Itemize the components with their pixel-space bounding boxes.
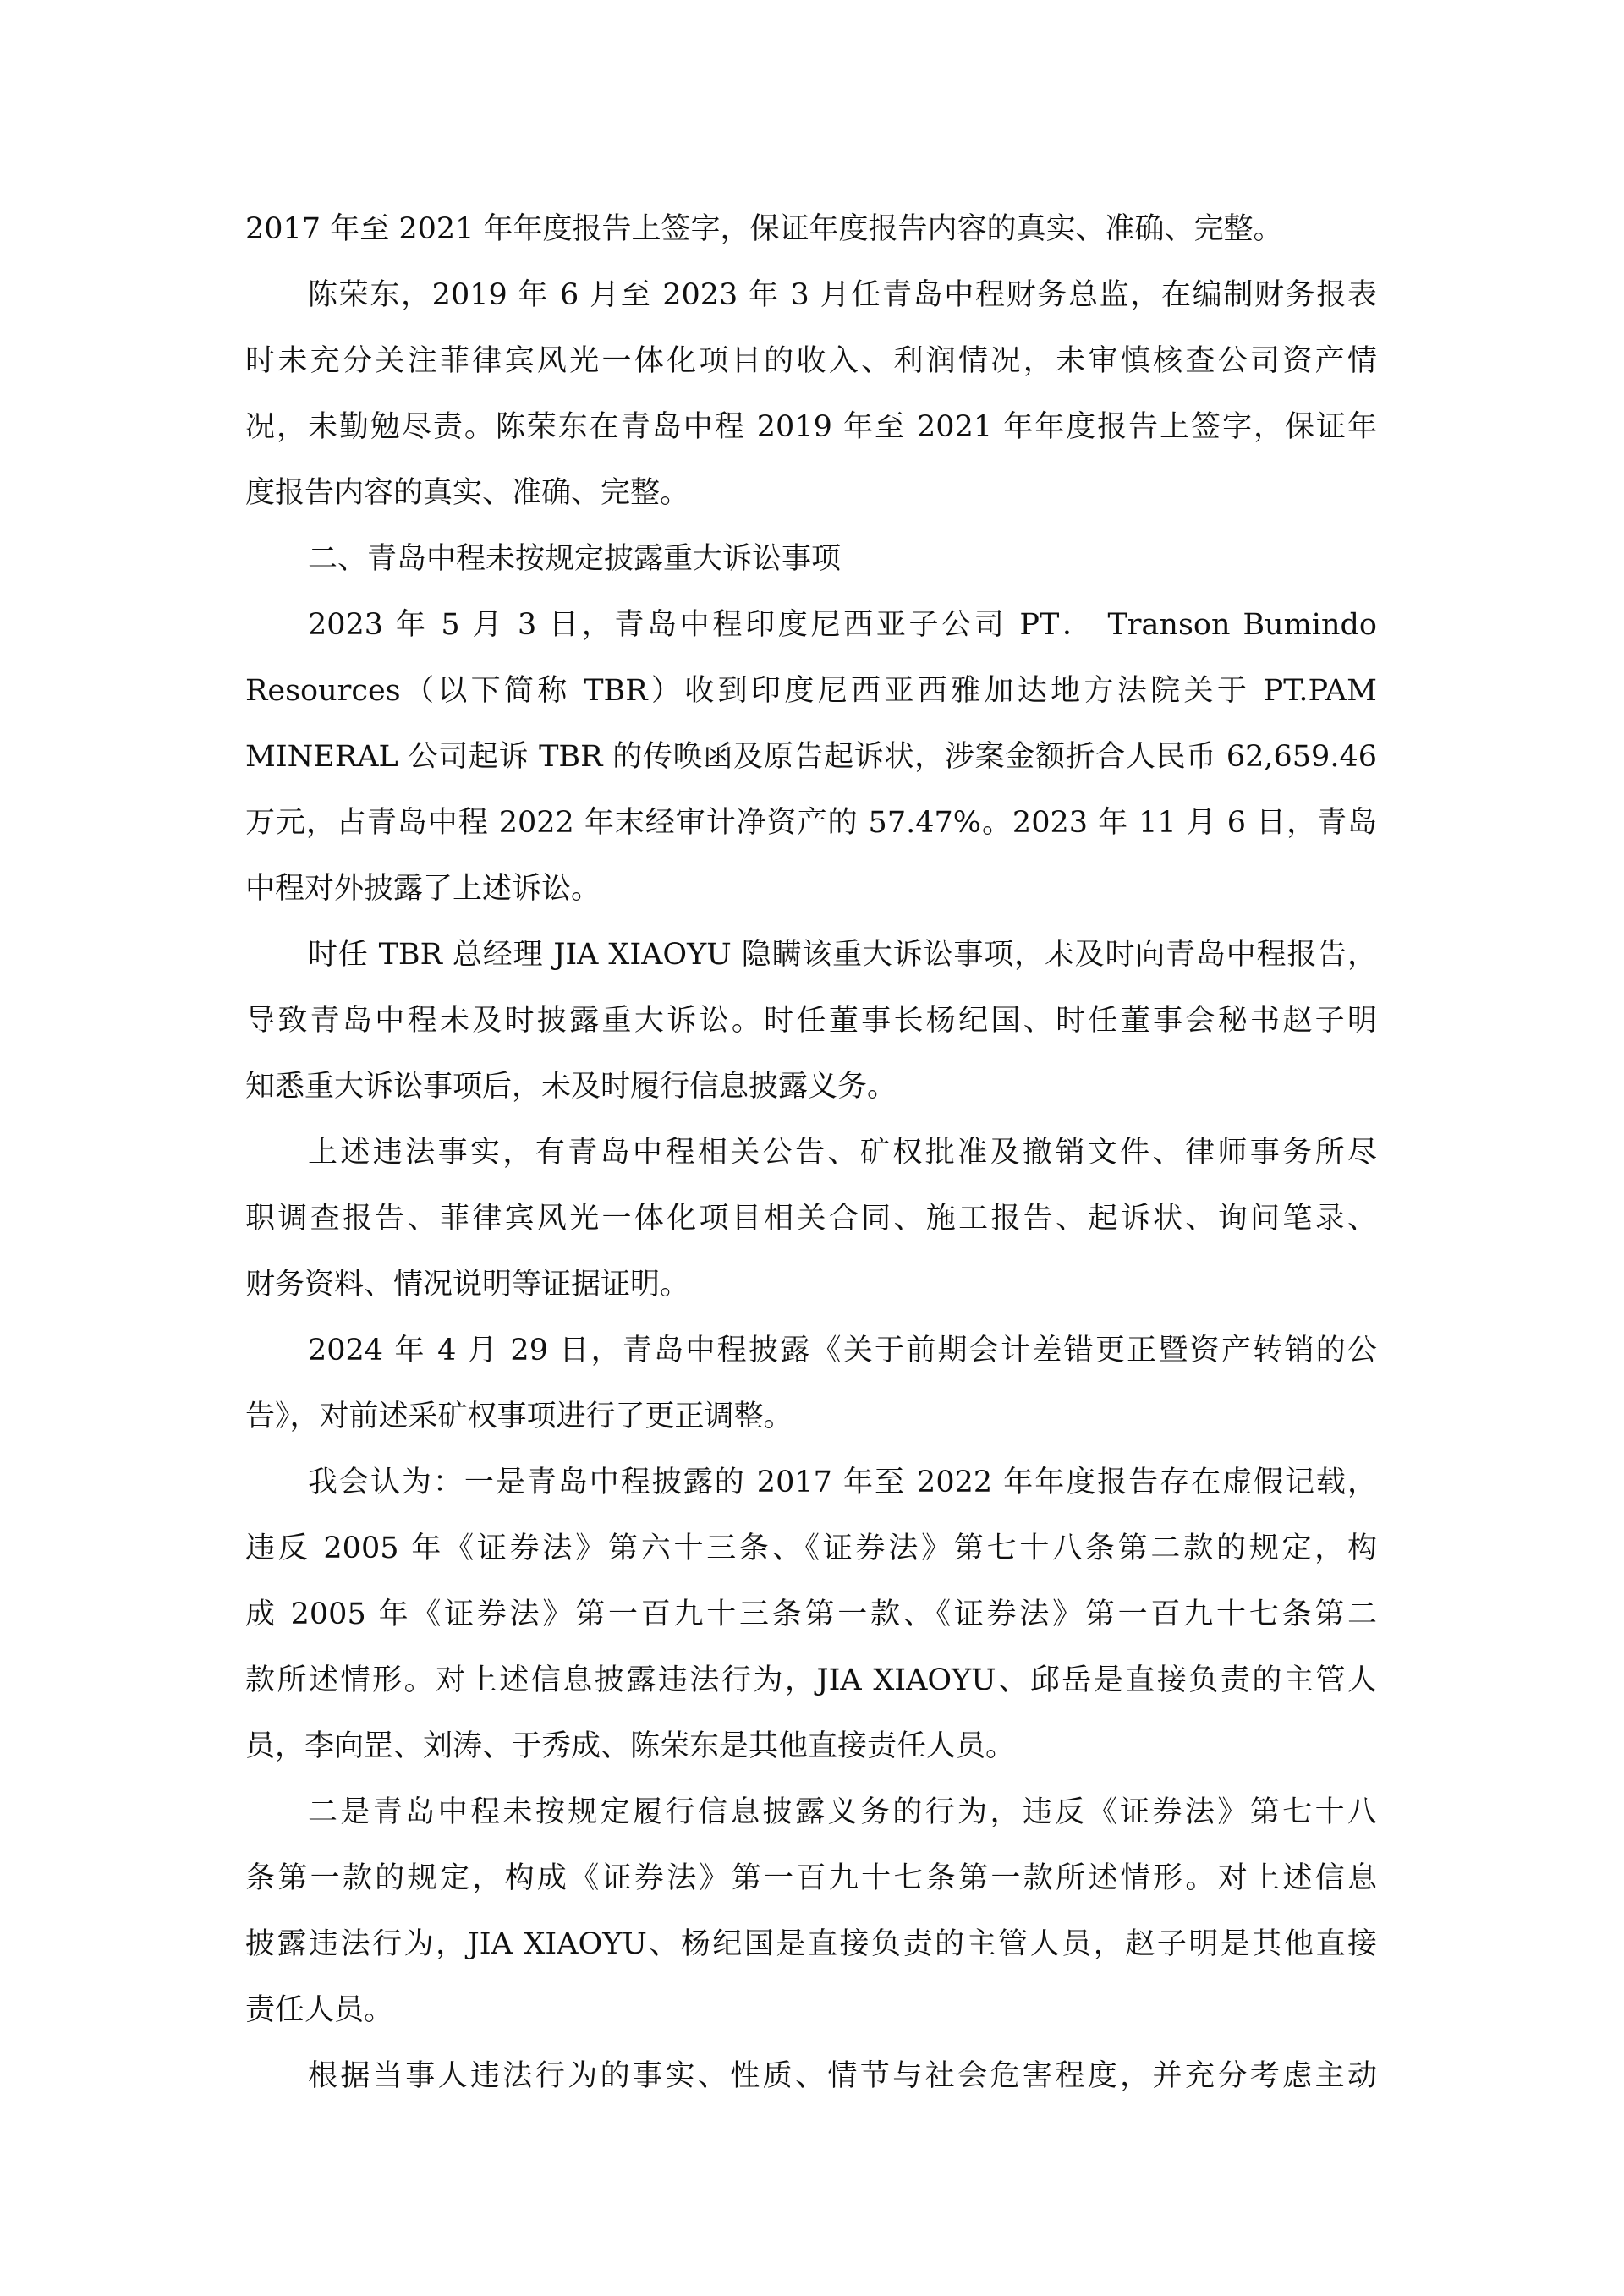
text-line: 告》，对前述采矿权事项进行了更正调整。 [245,1400,793,1433]
text-line: 员，李向罡、刘涛、于秀成、陈荣东是其他直接责任人员。 [245,1729,1016,1763]
paragraph-correction-announcement [245,1318,1377,1449]
text-line: 时任 TBR 总经理 JIA XIAOYU 隐瞒该重大诉讼事项，未及时向青岛中程报告， [308,938,1377,972]
paragraph-evidence [245,1120,1377,1318]
text-line: 万元，占青岛中程 2022 年末经审计净资产的 57.47%。2023 年 11 月 6 日，青岛 [245,806,1377,840]
text-line: MINERAL 公司起诉 TBR 的传唤函及原告起诉状，涉案金额折合人民币 62,659.46 [245,740,1377,774]
paragraph-concealment [245,922,1377,1120]
text-line: 时未充分关注菲律宾风光一体化项目的收入、利润情况，未审慎核查公司资产情 [245,344,1377,378]
text-line: 财务资料、情况说明等证据证明。 [245,1268,690,1301]
text-line: 2024 年 4 月 29 日，青岛中程披露《关于前期会计差错更正暨资产转销的公 [308,1334,1377,1367]
section-heading-text: 二、青岛中程未按规定披露重大诉讼事项 [308,542,842,576]
text-line: 违反 2005 年《证券法》第六十三条、《证券法》第七十八条第二款的规定，构 [245,1532,1377,1565]
text-line: 二是青岛中程未按规定履行信息披露义务的行为，违反《证券法》第七十八 [308,1795,1377,1829]
text-line: 我会认为：一是青岛中程披露的 2017 年至 2022 年年度报告存在虚假记载， [308,1466,1377,1499]
paragraph-chen-rongdong [245,262,1377,526]
text-line: 度报告内容的真实、准确、完整。 [245,476,690,510]
text-line: 导致青岛中程未及时披露重大诉讼。时任董事长杨纪国、时任董事会秘书赵子明 [245,1004,1377,1038]
text-line: 披露违法行为，JIA XIAOYU、杨纪国是直接负责的主管人员，赵子明是其他直接 [245,1927,1377,1961]
text-line: 责任人员。 [245,1993,394,2027]
paragraph-finding-two [245,1779,1377,2043]
paragraph-finding-one [245,1449,1377,1779]
text-line: 职调查报告、菲律宾风光一体化项目相关合同、施工报告、起诉状、询问笔录、 [245,1202,1377,1236]
text-line: 况，未勤勉尽责。陈荣东在青岛中程 2019 年至 2021 年年度报告上签字，保证年 [245,410,1377,444]
text-line: 根据当事人违法行为的事实、性质、情节与社会危害程度，并充分考虑主动 [308,2059,1377,2093]
text-line: Resources（以下简称 TBR）收到印度尼西亚西雅加达地方法院关于 PT.PAM [245,674,1377,708]
paragraph-litigation-facts [245,592,1377,922]
paragraph-penalty-basis [245,2043,1377,2109]
document-body [245,196,1377,2109]
text-line: 2023 年 5 月 3 日，青岛中程印度尼西亚子公司 PT． Transon Bumindo [308,608,1377,642]
text-line: 条第一款的规定，构成《证券法》第一百九十七条第一款所述情形。对上述信息 [245,1861,1377,1895]
text-line: 陈荣东，2019 年 6 月至 2023 年 3 月任青岛中程财务总监，在编制财务报表 [308,278,1377,312]
text-line: 款所述情形。对上述信息披露违法行为，JIA XIAOYU、邱岳是直接负责的主管人 [245,1663,1377,1697]
section-heading-litigation [245,526,1377,592]
paragraph-continuation-signing [245,196,1377,262]
text-line: 知悉重大诉讼事项后，未及时履行信息披露义务。 [245,1070,897,1104]
text-line: 中程对外披露了上述诉讼。 [245,872,601,906]
text-line: 成 2005 年《证券法》第一百九十三条第一款、《证券法》第一百九十七条第二 [245,1597,1377,1631]
text-line: 上述违法事实，有青岛中程相关公告、矿权批准及撤销文件、律师事务所尽 [308,1136,1377,1170]
text-line: 2017 年至 2021 年年度报告上签字，保证年度报告内容的真实、准确、完整。 [245,212,1283,246]
